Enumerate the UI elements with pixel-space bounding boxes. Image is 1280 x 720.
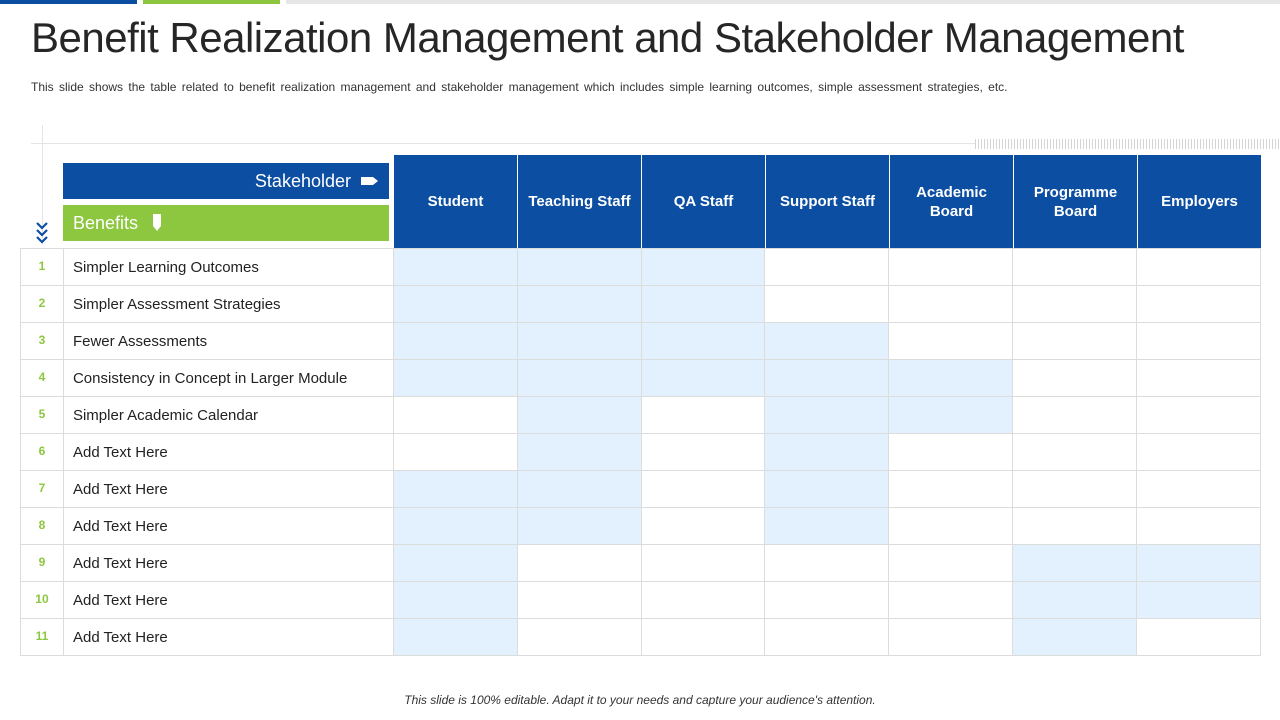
benefit-table [20, 248, 1261, 656]
empty-cell [642, 397, 766, 434]
column-header: Employers [1138, 155, 1261, 248]
table-row [21, 545, 1261, 582]
empty-cell [1137, 286, 1261, 323]
empty-cell [1013, 471, 1137, 508]
column-header: Programme Board [1014, 155, 1137, 248]
row-number: 3 [21, 323, 64, 360]
empty-cell [394, 397, 518, 434]
benefits-header [63, 205, 389, 241]
highlighted-cell [518, 249, 642, 286]
arrow-right-icon [361, 176, 379, 186]
empty-cell [765, 249, 889, 286]
empty-cell [765, 619, 889, 656]
empty-cell [642, 508, 766, 545]
empty-cell [642, 582, 766, 619]
row-number: 7 [21, 471, 64, 508]
table-row [21, 397, 1261, 434]
column-header: QA Staff [642, 155, 765, 248]
highlighted-cell [765, 397, 889, 434]
empty-cell [1013, 249, 1137, 286]
highlighted-cell [518, 360, 642, 397]
highlighted-cell [394, 545, 518, 582]
highlighted-cell [642, 249, 766, 286]
column-header: Academic Board [890, 155, 1013, 248]
highlighted-cell [394, 582, 518, 619]
highlighted-cell [394, 619, 518, 656]
benefit-label: Consistency in Concept in Larger Module [64, 360, 394, 397]
highlighted-cell [394, 323, 518, 360]
empty-cell [889, 323, 1013, 360]
benefit-label: Fewer Assessments [64, 323, 394, 360]
highlighted-cell [765, 471, 889, 508]
empty-cell [642, 471, 766, 508]
empty-cell [642, 619, 766, 656]
empty-cell [765, 545, 889, 582]
highlighted-cell [518, 286, 642, 323]
empty-cell [1137, 471, 1261, 508]
empty-cell [1137, 323, 1261, 360]
empty-cell [1137, 397, 1261, 434]
highlighted-cell [518, 397, 642, 434]
table-row [21, 360, 1261, 397]
column-header: Student [394, 155, 517, 248]
benefit-label: Add Text Here [64, 434, 394, 471]
highlighted-cell [889, 360, 1013, 397]
highlighted-cell [518, 323, 642, 360]
highlighted-cell [518, 434, 642, 471]
column-header: Support Staff [766, 155, 889, 248]
highlighted-cell [889, 397, 1013, 434]
table-row [21, 434, 1261, 471]
highlighted-cell [394, 508, 518, 545]
highlighted-cell [518, 471, 642, 508]
highlighted-cell [1013, 545, 1137, 582]
hatch-pattern [975, 139, 1280, 149]
accent-bar-grey [286, 0, 1280, 4]
benefit-label: Add Text Here [64, 508, 394, 545]
empty-cell [889, 508, 1013, 545]
highlighted-cell [642, 360, 766, 397]
empty-cell [518, 619, 642, 656]
benefit-label: Simpler Assessment Strategies [64, 286, 394, 323]
empty-cell [1137, 249, 1261, 286]
empty-cell [642, 545, 766, 582]
empty-cell [1137, 508, 1261, 545]
empty-cell [1013, 360, 1137, 397]
row-number: 4 [21, 360, 64, 397]
page-subtitle: This slide shows the table related to benefit realization management and stakeholder management which includes simple learning outcomes, simple assessment strategies, etc. [31, 80, 1008, 94]
empty-cell [889, 286, 1013, 323]
benefit-label: Add Text Here [64, 545, 394, 582]
accent-bar-green [143, 0, 280, 4]
empty-cell [1137, 619, 1261, 656]
arrow-down-icon [152, 214, 162, 232]
empty-cell [889, 249, 1013, 286]
benefit-label: Simpler Learning Outcomes [64, 249, 394, 286]
empty-cell [1013, 286, 1137, 323]
highlighted-cell [765, 360, 889, 397]
guide-line-horizontal [31, 143, 975, 144]
row-number: 11 [21, 619, 64, 656]
benefits-label: Benefits [73, 212, 139, 233]
highlighted-cell [765, 323, 889, 360]
table-row [21, 508, 1261, 545]
row-number: 8 [21, 508, 64, 545]
highlighted-cell [518, 508, 642, 545]
empty-cell [765, 286, 889, 323]
empty-cell [1137, 434, 1261, 471]
table-row [21, 582, 1261, 619]
empty-cell [1013, 397, 1137, 434]
row-number: 10 [21, 582, 64, 619]
benefit-label: Add Text Here [64, 582, 394, 619]
stakeholder-label: Stakeholder [254, 170, 351, 191]
empty-cell [889, 582, 1013, 619]
accent-bar-blue [0, 0, 137, 4]
empty-cell [889, 434, 1013, 471]
empty-cell [765, 582, 889, 619]
benefit-label: Add Text Here [64, 471, 394, 508]
highlighted-cell [642, 323, 766, 360]
empty-cell [518, 545, 642, 582]
table-row [21, 323, 1261, 360]
empty-cell [394, 434, 518, 471]
page-title: Benefit Realization Management and Stakeholder Management [31, 14, 1184, 61]
highlighted-cell [765, 508, 889, 545]
highlighted-cell [1137, 582, 1261, 619]
empty-cell [889, 619, 1013, 656]
empty-cell [889, 471, 1013, 508]
highlighted-cell [394, 249, 518, 286]
row-number: 1 [21, 249, 64, 286]
empty-cell [1013, 434, 1137, 471]
benefit-label: Add Text Here [64, 619, 394, 656]
empty-cell [1013, 508, 1137, 545]
highlighted-cell [642, 286, 766, 323]
highlighted-cell [394, 286, 518, 323]
table-row [21, 249, 1261, 286]
highlighted-cell [394, 360, 518, 397]
empty-cell [642, 434, 766, 471]
column-header: Teaching Staff [518, 155, 641, 248]
row-number: 6 [21, 434, 64, 471]
highlighted-cell [765, 434, 889, 471]
table-row [21, 286, 1261, 323]
table-row [21, 619, 1261, 656]
empty-cell [1137, 360, 1261, 397]
table-row [21, 471, 1261, 508]
row-number: 9 [21, 545, 64, 582]
stakeholder-header [63, 163, 389, 199]
row-number: 5 [21, 397, 64, 434]
benefit-label: Simpler Academic Calendar [64, 397, 394, 434]
footer-note: This slide is 100% editable. Adapt it to your needs and capture your audience's attention. [404, 693, 876, 707]
row-number: 2 [21, 286, 64, 323]
empty-cell [889, 545, 1013, 582]
empty-cell [1013, 323, 1137, 360]
highlighted-cell [1013, 582, 1137, 619]
empty-cell [518, 582, 642, 619]
highlighted-cell [1013, 619, 1137, 656]
chevron-down-icon [35, 220, 49, 244]
highlighted-cell [394, 471, 518, 508]
highlighted-cell [1137, 545, 1261, 582]
